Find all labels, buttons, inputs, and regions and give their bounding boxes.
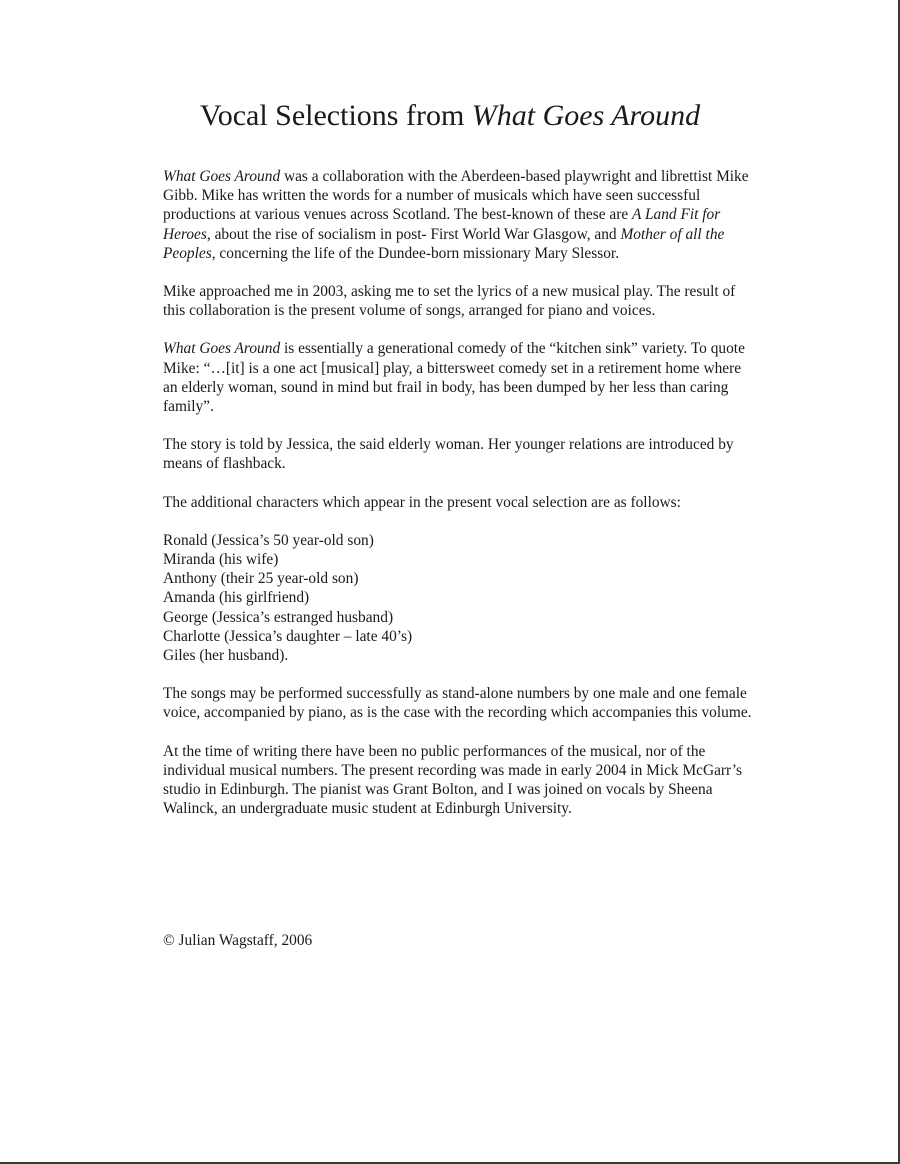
paragraph-intro <box>163 167 753 263</box>
paragraph-recording: At the time of writing there have been no public performances of the musical, nor of the individual musical numbers. The present recording was made in early 2004 in Mick McGarr’s studio in Edinburgh. The pianist was Grant Bolton, and I was joined on vocals by Sheena Walinck, an undergraduate music student at Edinburgh University. <box>163 742 742 818</box>
paragraph-description <box>163 339 753 416</box>
title-prefix: Vocal Selections from <box>199 99 472 132</box>
title-italic: What Goes Around <box>471 99 701 132</box>
list-item: Anthony (their 25 year-old son) <box>163 570 359 588</box>
copyright-notice: © Julian Wagstaff, 2006 <box>163 932 313 949</box>
work-title: Mother of all the Peoples <box>163 225 725 262</box>
paragraph-characters-intro: The additional characters which appear in the present vocal selection are as follows: <box>163 493 681 511</box>
paragraph-story: The story is told by Jessica, the said elderly woman. Her younger relations are introduced by means of flashback. <box>163 436 734 473</box>
text-run: is essentially a generational comedy of the “kitchen sink” variety. To quote Mike: “…[it] is a one act [musical] play, a bittersweet comedy set in a retirement home where an elderly woman, sound in mind but frail in body, has been dumped by her less than caring family”. <box>163 340 745 416</box>
paragraph-approach: Mike approached me in 2003, asking me to set the lyrics of a new musical play. The result of this collaboration is the present volume of songs, arranged for piano and voices. <box>163 283 736 320</box>
page-title <box>0 96 900 136</box>
text-run: , concerning the life of the Dundee-born missionary Mary Slessor. <box>211 244 620 262</box>
list-item: Ronald (Jessica’s 50 year-old son) <box>163 531 374 549</box>
work-title: What Goes Around <box>163 168 281 185</box>
text-run: was a collaboration with the Aberdeen-based playwright and librettist Mike Gibb. Mike has written the words for a number of musicals which have seen successful productions at various venues across Scotland. The best-known of these are <box>163 168 749 224</box>
work-title: A Land Fit for Heroes <box>163 206 721 243</box>
list-item: Charlotte (Jessica’s daughter – late 40’s) <box>163 627 413 645</box>
list-item: Amanda (his girlfriend) <box>163 589 310 607</box>
list-item: Miranda (his wife) <box>163 551 279 569</box>
work-title: What Goes Around <box>163 340 281 358</box>
paragraph-performance: The songs may be performed successfully as stand-alone numbers by one male and one female voice, accompanied by piano, as is the case with the recording which accompanies this volume. <box>163 685 752 722</box>
list-item: Giles (her husband). <box>163 647 289 665</box>
text-run: , about the rise of socialism in post- First World War Glasgow, and <box>206 225 621 243</box>
document-body <box>163 167 753 837</box>
character-list <box>163 531 753 665</box>
list-item: George (Jessica’s estranged husband) <box>163 608 394 626</box>
